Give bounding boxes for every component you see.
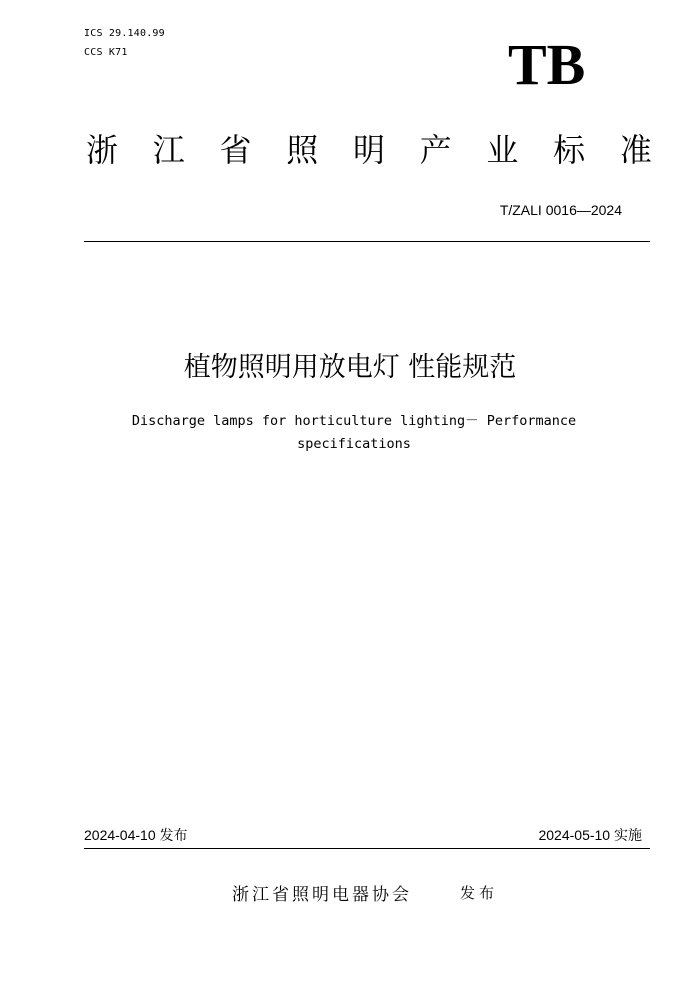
ics-code: ICS 29.140.99 — [84, 28, 165, 39]
title-char: 照 — [286, 131, 319, 169]
title-char: 产 — [419, 131, 452, 169]
document-number: T/ZALI 0016—2024 — [499, 202, 622, 218]
title-char: 业 — [486, 131, 519, 169]
standard-type-title — [86, 131, 652, 169]
top-divider — [84, 241, 650, 242]
title-char: 准 — [619, 131, 652, 169]
title-char: 省 — [219, 131, 252, 169]
title-char: 浙 — [86, 131, 119, 169]
publish-label: 发布 — [460, 884, 499, 902]
document-title-english: Discharge lamps for horticulture lighting－ Performance specifications — [131, 413, 577, 452]
publish-date: 2024-04-10 发布 — [84, 827, 188, 843]
implementation-date: 2024-05-10 实施 — [538, 827, 642, 843]
title-char: 明 — [352, 131, 385, 169]
title-char: 标 — [553, 131, 586, 169]
bottom-divider — [84, 848, 650, 849]
standard-logo: TB — [508, 32, 586, 97]
document-title-chinese: 植物照明用放电灯 性能规范 — [183, 352, 517, 383]
publisher-name: 浙江省照明电器协会 — [232, 885, 412, 905]
title-char: 江 — [152, 131, 185, 169]
ccs-code: CCS K71 — [84, 47, 128, 58]
